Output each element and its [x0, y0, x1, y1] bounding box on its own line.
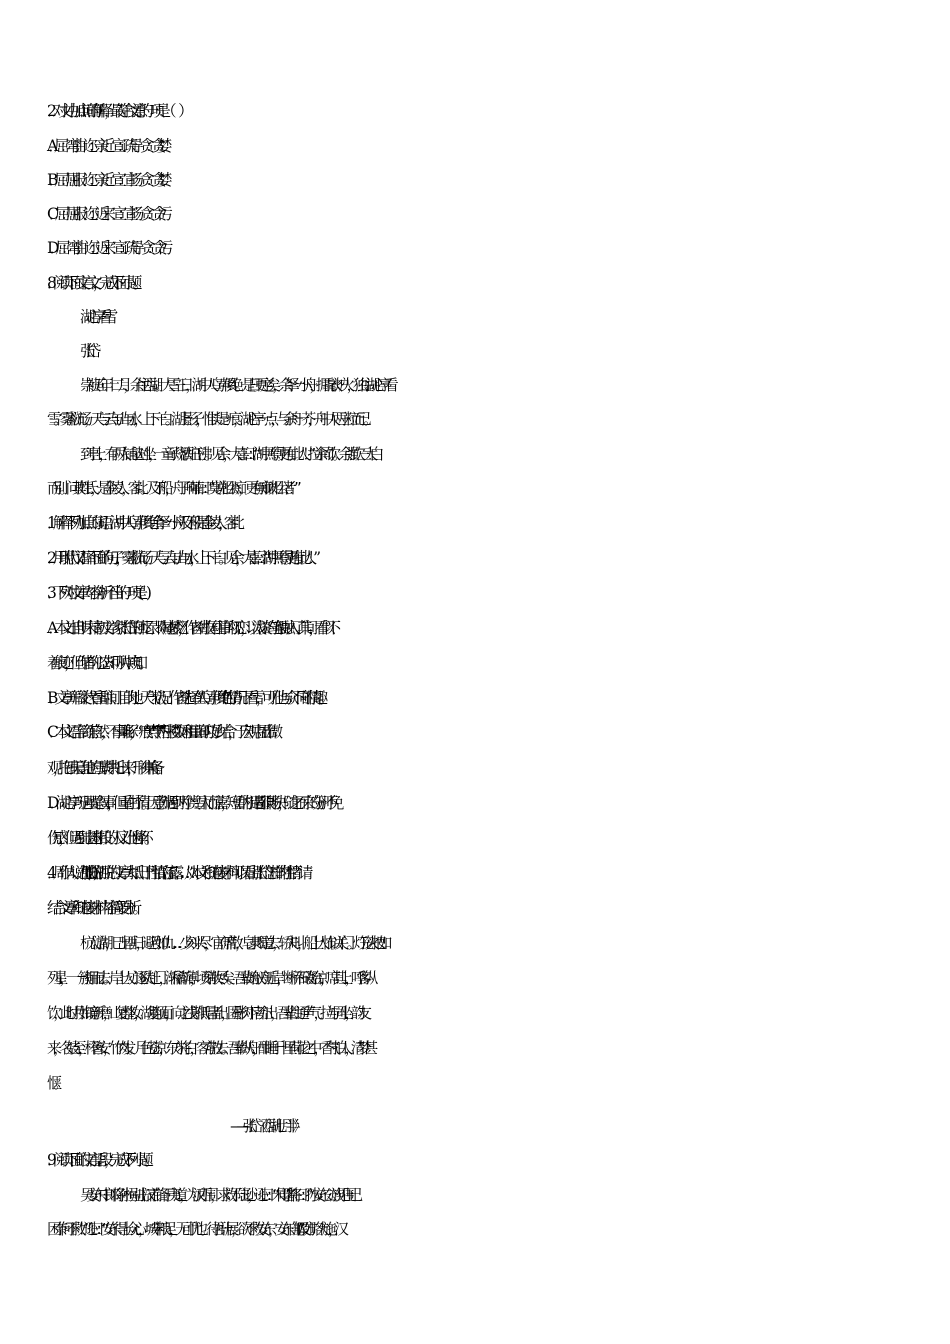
- q8-sub4-line1: 4．周作人说：“他(张岱)的洒脱的文章大抵出于性情的流露……”从本文和链接材料可以看出张岱怎样的性情？请: [47, 864, 304, 882]
- link-material-source: ——张岱《西湖七月半》: [230, 1117, 299, 1135]
- q8-sub2: 2．用现代汉语译下面的句子，雾凇沆砀，天与云与山与水，上下一白。见余，大喜曰：“湖中焉得更有此人！”: [47, 549, 312, 567]
- passage-para1-line1: 崇祯五年十二月，余住西湖。大雪三日，湖中人鸟声俱绝。是日更定矣，余拏一小舟，拥毳衣炉火，独往湖心亭看: [80, 376, 391, 394]
- q8-stem: 8．阅读下面文言文，完成下面小题。: [47, 274, 139, 292]
- q8-option-c-line2: 观，把铺天盖地的雪景烘托出来，形神兼备。: [47, 759, 162, 777]
- q8-option-a-line1: A．本文出自明末清初文学家张岱的回忆录《陶庵梦忆》，作者对故国往事的怀恋，以浅淡的笔触融入了其间，看似不: [47, 619, 332, 637]
- q2-stem: 2．对文中加点词的解释，最符合文意的一项是（ ）: [47, 102, 184, 120]
- q8-sub3: 3．下列对文章内容分析不当的一项是( ): [47, 584, 143, 602]
- q8-option-d-line2: 伤感，但遇到志趣相投的人又让他释怀。: [47, 829, 150, 847]
- link-material-line5: 惬。: [47, 1074, 60, 1092]
- passage-para2-line2: 而别。问其姓氏，是金陵人，客此。及下船，舟子喃喃曰：“莫说相公痴，更有痴似相公者！”: [47, 479, 293, 497]
- q2-option-a: A．屈：弯曲 迩：亲近 宣：疏导 贪：贪婪: [47, 137, 163, 155]
- link-material-line2: 列星，一一簇拥而去。岸上人亦逐队赶门，渐稀渐薄，顷刻散尽矣。吾辈始舣舟近岸，断桥石磴始凉，席其上，呼客纵: [47, 969, 370, 987]
- link-material-line4: 来，名妓至，杯箸安，竹肉发。月色苍凉，东方将白，客方散去。吾辈纵舟，酣睡于十里荷花之中，香气拍人，清梦甚: [47, 1039, 370, 1057]
- link-material-line1: 杭人游湖，巳出酉归，避月如仇……少刻兴尽，官府席散，皂隶喝道去，轿夫叫，船上人怖以关门。灯笼火把如: [80, 934, 384, 952]
- q8-option-d-line1: D．湖心亭巧遇虽是叙事，但重在抒情。因意外遇到两个赏雪人而惊喜，短暂的相遇都很畅快，随之而来的分别不免: [47, 794, 335, 812]
- link-material-line3: 饮，此时月如镜新磨，山复整妆，湖复颒面，向之浅斟低唱者出，匿影树下者亦出，吾辈往通声气，拉与同坐，韵友: [47, 1004, 364, 1022]
- q8-option-c-line1: C．本文语言简练自然，不事雕琢，“一痕”“一点”“一芥”“两三粒”数词和量词的巧妙结合，于宏观中显出微: [47, 723, 274, 741]
- q8-sub1: 1．解释下列加点的词语。湖中人鸟声俱绝余拏一小舟及下船是金陵人，客此: [47, 514, 236, 532]
- passage-para2-line1: 到亭上，有两人铺毡对坐，一童子烧酒炉正沸。见余，大喜曰：“湖中焉得更有此人！”拉余同饮。余强饮三大白: [80, 445, 376, 463]
- q9-stem: 9．阅读下面的文言语段，完成下列小题。: [47, 1151, 150, 1169]
- q8-sub4-line2: 结合文章和链接材料内容简要分析。: [47, 899, 139, 917]
- q9-para-line1: 吴安东中郎将孙桓别击汉前锋于夷道，为汉所围，求救于陆逊，逊曰：“未可。”诸将曰：“孙安东公族见围已: [80, 1186, 355, 1204]
- q8-option-a-line2: 着痕迹，但作者的心态却可从中窥知。: [47, 654, 144, 672]
- q2-option-b: B．屈：屈服 迩：亲近 宣：宣扬 贪：贪婪: [47, 171, 163, 189]
- passage-para1-line2: 雪。雾凇沆砀，天与云与山与水，上下一白。湖上影子，惟长堤一痕，湖心亭一点，与余舟一芥，舟中人两三粒而已。: [47, 410, 370, 428]
- q9-para-line2: 困奈何不救！”逊曰：“安东得士众心，城牢粮足，无可忧也。待吾计展，欲不救安东，安东自解。”及方略大施，汉: [47, 1220, 341, 1238]
- passage-author: 张岱: [80, 342, 92, 360]
- passage-title: 湖心亭看雪: [80, 308, 109, 326]
- q8-option-b: B．文章开篇交代看雪时间、目的地、天气状况。作者选择在“人鸟声俱绝”的情况下看雪，可见他与众不同的情趣。: [47, 689, 325, 707]
- q2-option-d: D．屈：弯曲 迩：近来 宣：疏导 贪：贪污: [47, 239, 164, 257]
- q2-option-c: C．屈：屈服 迩：近来 宣：宣扬 贪：贪污: [47, 205, 164, 223]
